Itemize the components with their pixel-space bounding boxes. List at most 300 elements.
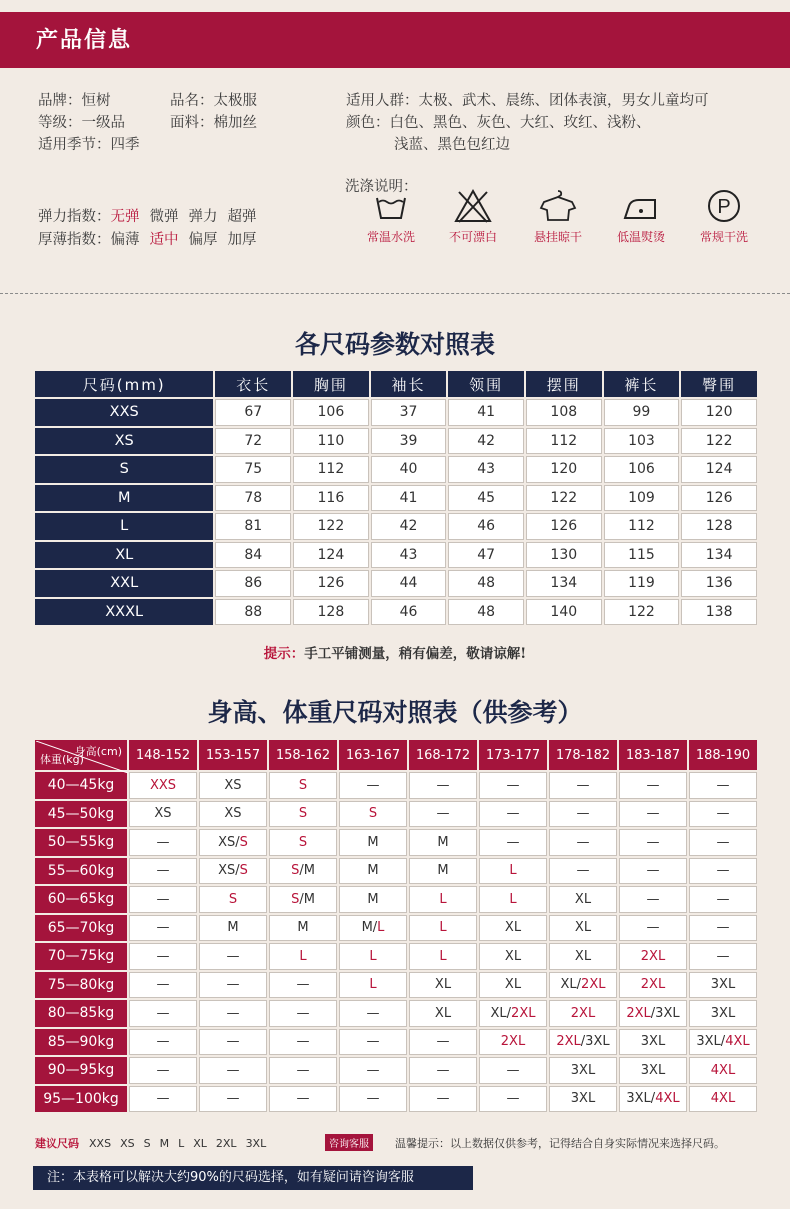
hw-cell — [339, 1086, 407, 1113]
index-option: 偏厚 — [188, 232, 218, 248]
hw-cell — [269, 858, 337, 885]
hw-cell — [619, 1000, 687, 1027]
size-cell: 45 — [448, 485, 524, 512]
height-header-cell: 153-157 — [199, 740, 267, 770]
size-header-cell: 裤长 — [604, 371, 680, 397]
hw-cell — [269, 1086, 337, 1113]
size-table — [33, 369, 759, 627]
size-suggestion: 3XL — [570, 1091, 596, 1107]
corner-height-label: 身高(cm) — [74, 745, 122, 758]
hw-cell — [479, 972, 547, 999]
size-cell: 138 — [681, 599, 757, 626]
dry-clean-p-icon — [706, 188, 742, 224]
weight-row-label: 90—95kg — [35, 1057, 127, 1084]
hw-cell — [479, 915, 547, 942]
size-suggestion: — — [506, 1091, 520, 1107]
size-row-label: XXS — [35, 399, 213, 426]
hw-cell — [199, 972, 267, 999]
legend-label: 建议尺码 — [35, 1137, 79, 1150]
size-suggestion: 2XL — [556, 1034, 581, 1050]
size-suggestion: M — [367, 863, 379, 879]
table-row — [35, 886, 757, 913]
hw-cell — [479, 1086, 547, 1113]
hw-cell — [409, 886, 477, 913]
size-suggestion: S — [291, 891, 300, 907]
hw-cell — [199, 1086, 267, 1113]
hw-cell — [129, 1000, 197, 1027]
size-cell: 115 — [604, 542, 680, 569]
hw-cell — [199, 829, 267, 856]
size-suggestion: 3XL/ — [626, 1091, 656, 1107]
height-header-cell: 183-187 — [619, 740, 687, 770]
size-header-cell: 胸围 — [293, 371, 369, 397]
size-suggestion: 4XL — [710, 1062, 736, 1078]
hw-cell — [409, 1057, 477, 1084]
hw-cell — [409, 772, 477, 799]
size-cell: 120 — [681, 399, 757, 426]
legend-size: 3XL — [245, 1137, 267, 1150]
index-option: 适中 — [149, 232, 179, 248]
size-suggestion: — — [366, 1091, 380, 1107]
care-item — [596, 188, 686, 245]
hw-cell — [269, 943, 337, 970]
hw-table-header — [35, 740, 757, 770]
size-row-label: XXL — [35, 570, 213, 597]
size-table-body — [35, 399, 757, 625]
size-suggestion: L — [377, 920, 385, 936]
elastic-label: 弹力指数： — [38, 209, 111, 225]
table-row — [35, 801, 757, 828]
height-header-cell: 148-152 — [129, 740, 197, 770]
size-suggestion: — — [646, 834, 660, 850]
size-suggestion: — — [716, 948, 730, 964]
size-header-cell: 衣长 — [215, 371, 291, 397]
size-suggestion: — — [156, 1062, 170, 1078]
size-header-cell: 摆围 — [526, 371, 602, 397]
size-suggestion: 3XL/ — [696, 1034, 726, 1050]
size-suggestion: XL — [574, 948, 592, 964]
hw-cell — [479, 829, 547, 856]
hw-cell — [689, 829, 757, 856]
size-cell: 86 — [215, 570, 291, 597]
hw-cell — [409, 915, 477, 942]
size-suggestion: L — [439, 891, 447, 907]
hw-cell — [619, 772, 687, 799]
size-cell: 103 — [604, 428, 680, 455]
size-header-cell: 臀围 — [681, 371, 757, 397]
size-suggestion: M — [297, 920, 309, 936]
size-row-label: S — [35, 456, 213, 483]
hw-cell — [339, 886, 407, 913]
size-cell: 128 — [293, 599, 369, 626]
size-header-cell: 尺码(mm) — [35, 371, 213, 397]
size-cell: 126 — [526, 513, 602, 540]
size-suggestion: M — [227, 920, 239, 936]
hw-cell — [409, 1086, 477, 1113]
hw-cell — [619, 972, 687, 999]
size-suggestion: — — [296, 1034, 310, 1050]
size-suggestion: XS — [224, 806, 242, 822]
hw-cell — [199, 943, 267, 970]
size-suggestion: S — [228, 891, 238, 907]
hw-cell — [479, 1029, 547, 1056]
hw-cell — [129, 801, 197, 828]
hw-cell — [549, 943, 617, 970]
size-cell: 44 — [371, 570, 447, 597]
hw-cell — [619, 943, 687, 970]
size-suggestion: S — [239, 834, 248, 850]
size-cell: 47 — [448, 542, 524, 569]
table-row — [35, 428, 757, 455]
size-cell: 106 — [293, 399, 369, 426]
weight-row-label: 70—75kg — [35, 943, 127, 970]
size-suggestion: — — [156, 863, 170, 879]
size-suggestion: 2XL — [570, 1005, 596, 1021]
size-suggestion: — — [576, 777, 590, 793]
hw-cell — [619, 1057, 687, 1084]
size-suggestion: M — [437, 863, 449, 879]
size-cell: 46 — [371, 599, 447, 626]
hw-cell — [339, 943, 407, 970]
size-suggestion: — — [156, 891, 170, 907]
size-row-label: L — [35, 513, 213, 540]
size-cell: 42 — [371, 513, 447, 540]
table-row — [35, 915, 757, 942]
hw-cell — [269, 972, 337, 999]
care-item — [513, 188, 603, 245]
size-cell: 108 — [526, 399, 602, 426]
size-header-cell: 袖长 — [371, 371, 447, 397]
hw-cell — [619, 1029, 687, 1056]
size-suggestion: XL — [504, 977, 522, 993]
care-item — [428, 188, 518, 245]
hw-cell — [549, 915, 617, 942]
size-cell: 128 — [681, 513, 757, 540]
hw-cell — [479, 801, 547, 828]
size-suggestion: — — [436, 1062, 450, 1078]
care-text: 悬挂晾干 — [533, 230, 582, 244]
weight-row-label: 75—80kg — [35, 972, 127, 999]
size-suggestion: — — [156, 1091, 170, 1107]
table-row — [35, 972, 757, 999]
size-suggestion: — — [716, 834, 730, 850]
size-suggestion: — — [226, 1005, 240, 1021]
size-suggestion: XL — [504, 920, 522, 936]
hw-cell — [479, 1057, 547, 1084]
hw-cell — [339, 972, 407, 999]
size-suggestion: — — [226, 1062, 240, 1078]
hw-cell — [199, 1000, 267, 1027]
info-group: 适用人群：太极、武术、晨练、团体表演，男女儿童均可 — [346, 93, 709, 109]
hw-cell — [549, 1057, 617, 1084]
elastic-options — [111, 209, 267, 225]
hw-cell — [269, 886, 337, 913]
size-suggestion: XL/ — [560, 977, 582, 993]
size-table-header — [35, 371, 757, 397]
size-suggestion: XS — [154, 806, 172, 822]
info-color-cont: 浅蓝、黑色包红边 — [394, 137, 510, 153]
size-cell: 122 — [604, 599, 680, 626]
size-suggestion: — — [436, 1091, 450, 1107]
hw-cell — [549, 1086, 617, 1113]
hw-table-title: 身高、体重尺码对照表（供参考） — [207, 698, 583, 727]
info-color: 颜色：白色、黑色、灰色、大红、玫红、浅粉、 — [346, 115, 651, 131]
size-suggestion: — — [506, 1062, 520, 1078]
hw-cell — [269, 1029, 337, 1056]
size-suggestion: L — [369, 977, 377, 993]
weight-row-label: 65—70kg — [35, 915, 127, 942]
hw-cell — [409, 858, 477, 885]
hw-cell — [689, 1086, 757, 1113]
hw-cell — [409, 943, 477, 970]
size-suggestion: — — [156, 834, 170, 850]
size-cell: 39 — [371, 428, 447, 455]
size-cell: 112 — [604, 513, 680, 540]
tip-prefix: 提示： — [263, 646, 305, 662]
hw-cell — [689, 801, 757, 828]
size-suggestion: XL — [574, 920, 592, 936]
size-suggestion: 2XL — [581, 977, 606, 993]
size-suggestion: — — [156, 977, 170, 993]
hw-cell — [619, 829, 687, 856]
hw-cell — [129, 972, 197, 999]
hw-cell — [689, 915, 757, 942]
hw-cell — [549, 829, 617, 856]
hw-cell — [269, 772, 337, 799]
size-cell: 48 — [448, 570, 524, 597]
size-row-label: M — [35, 485, 213, 512]
size-suggestion: — — [296, 1091, 310, 1107]
height-weight-table — [33, 738, 759, 1114]
size-suggestion: — — [716, 806, 730, 822]
size-cell: 41 — [448, 399, 524, 426]
weight-row-label: 80—85kg — [35, 1000, 127, 1027]
legend-size: 2XL — [215, 1137, 237, 1150]
hw-cell — [129, 829, 197, 856]
legend-size: XL — [193, 1137, 207, 1150]
hw-cell — [129, 858, 197, 885]
table-row — [35, 943, 757, 970]
size-suggestion: 4XL — [710, 1091, 736, 1107]
size-cell: 109 — [604, 485, 680, 512]
size-suggestion: — — [226, 1034, 240, 1050]
hw-cell — [199, 801, 267, 828]
weight-row-label: 95—100kg — [35, 1086, 127, 1113]
size-cell: 67 — [215, 399, 291, 426]
size-cell: 42 — [448, 428, 524, 455]
size-suggestion: — — [716, 920, 730, 936]
hw-cell — [689, 1029, 757, 1056]
hw-cell — [129, 1057, 197, 1084]
hw-cell — [199, 915, 267, 942]
hw-cell — [549, 886, 617, 913]
hw-cell — [409, 801, 477, 828]
hw-cell — [339, 801, 407, 828]
size-cell: 124 — [293, 542, 369, 569]
size-suggestion: — — [296, 1062, 310, 1078]
index-option: 超弹 — [227, 209, 257, 225]
size-suggestion: XL — [504, 948, 522, 964]
size-suggestion: — — [156, 1005, 170, 1021]
hw-cell — [619, 886, 687, 913]
size-cell: 112 — [293, 456, 369, 483]
hw-cell — [339, 1029, 407, 1056]
hw-cell — [689, 972, 757, 999]
size-suggestion: /3XL — [580, 1034, 610, 1050]
size-suggestion: — — [156, 1034, 170, 1050]
size-suggestion: S — [298, 834, 308, 850]
size-suggestion: 3XL — [640, 1062, 666, 1078]
size-suggestion: — — [366, 777, 380, 793]
size-suggestion: L — [509, 891, 517, 907]
weight-row-label: 85—90kg — [35, 1029, 127, 1056]
size-suggestion: XL — [434, 1005, 452, 1021]
hw-cell — [269, 829, 337, 856]
size-suggestion: S — [239, 863, 248, 879]
index-option: 偏薄 — [110, 232, 140, 248]
consult-badge[interactable]: 咨询客服 — [325, 1134, 373, 1151]
hw-cell — [339, 915, 407, 942]
weight-row-label: 60—65kg — [35, 886, 127, 913]
hw-cell — [619, 1086, 687, 1113]
table-row — [35, 542, 757, 569]
care-item — [346, 188, 436, 245]
size-suggestion: — — [646, 863, 660, 879]
thickness-index — [38, 228, 267, 249]
size-cell: 84 — [215, 542, 291, 569]
legend-size: S — [143, 1137, 151, 1150]
size-suggestion: — — [226, 1091, 240, 1107]
size-cell: 43 — [448, 456, 524, 483]
table-row — [35, 485, 757, 512]
size-suggestion: — — [436, 1034, 450, 1050]
height-header-cell: 158-162 — [269, 740, 337, 770]
hw-cell — [129, 1086, 197, 1113]
size-suggestion: 3XL — [710, 1005, 736, 1021]
size-row-label: XL — [35, 542, 213, 569]
size-cell: 140 — [526, 599, 602, 626]
weight-row-label: 40—45kg — [35, 772, 127, 799]
size-suggestion: XXS — [149, 777, 177, 793]
care-text: 常温水洗 — [366, 230, 415, 244]
size-suggestion: XL — [434, 977, 452, 993]
size-suggestion: — — [366, 1062, 380, 1078]
table-row — [35, 513, 757, 540]
size-suggestion: — — [366, 1034, 380, 1050]
size-suggestion: 2XL — [500, 1034, 526, 1050]
weight-row-label: 50—55kg — [35, 829, 127, 856]
height-header-cell: 163-167 — [339, 740, 407, 770]
legend-size: XXS — [89, 1137, 112, 1150]
size-table-title: 各尺码参数对照表 — [294, 330, 495, 359]
hw-cell — [619, 858, 687, 885]
size-cell: 134 — [526, 570, 602, 597]
size-cell: 48 — [448, 599, 524, 626]
hw-cell — [549, 772, 617, 799]
hw-cell — [129, 915, 197, 942]
size-suggestion: — — [506, 806, 520, 822]
size-suggestion: — — [716, 863, 730, 879]
info-season: 适用季节：四季 — [38, 137, 140, 153]
size-suggestion: /M — [299, 891, 315, 907]
size-suggestion: 2XL — [640, 977, 666, 993]
size-suggestion: S — [368, 806, 378, 822]
size-suggestion: — — [716, 777, 730, 793]
size-cell: 40 — [371, 456, 447, 483]
divider — [0, 293, 790, 294]
size-suggestion: 2XL — [640, 948, 666, 964]
size-cell: 99 — [604, 399, 680, 426]
hw-cell — [269, 801, 337, 828]
hw-cell — [199, 886, 267, 913]
hw-cell — [479, 772, 547, 799]
hw-cell — [479, 858, 547, 885]
size-header-cell: 领围 — [448, 371, 524, 397]
hw-cell — [129, 943, 197, 970]
hw-cell — [479, 943, 547, 970]
size-cell: 46 — [448, 513, 524, 540]
height-header-cell: 168-172 — [409, 740, 477, 770]
size-suggestion: — — [226, 977, 240, 993]
measure-tip — [0, 642, 790, 662]
size-suggestion: XS — [224, 777, 242, 793]
size-suggestion: XL/ — [490, 1005, 512, 1021]
size-cell: 122 — [681, 428, 757, 455]
hw-cell — [549, 858, 617, 885]
hw-cell — [129, 886, 197, 913]
hw-cell — [199, 772, 267, 799]
size-suggestion: S — [291, 863, 300, 879]
size-cell: 81 — [215, 513, 291, 540]
table-row — [35, 1057, 757, 1084]
no-bleach-icon — [453, 188, 493, 224]
size-suggestion: — — [296, 1005, 310, 1021]
care-text: 低温熨烫 — [616, 230, 665, 244]
table-row — [35, 599, 757, 626]
low-iron-icon — [621, 188, 661, 224]
size-suggestion: L — [439, 920, 447, 936]
wash-basin-icon — [373, 188, 409, 224]
size-suggestion: — — [576, 806, 590, 822]
weight-row-label: 55—60kg — [35, 858, 127, 885]
size-suggestion: — — [646, 891, 660, 907]
size-cell: 112 — [526, 428, 602, 455]
hw-cell — [269, 1000, 337, 1027]
size-suggestion: L — [299, 948, 307, 964]
size-suggestion: XS/ — [218, 834, 240, 850]
size-cell: 75 — [215, 456, 291, 483]
size-suggestion: XL — [574, 891, 592, 907]
info-name: 品名：太极服 — [170, 93, 257, 109]
hw-cell — [269, 915, 337, 942]
size-cell: 120 — [526, 456, 602, 483]
size-suggestion: XS/ — [218, 863, 240, 879]
size-suggestion: — — [646, 777, 660, 793]
size-cell: 116 — [293, 485, 369, 512]
height-header-cell: 178-182 — [549, 740, 617, 770]
hw-cell — [129, 772, 197, 799]
size-suggestion: 3XL — [710, 977, 736, 993]
size-suggestion: 3XL — [640, 1034, 666, 1050]
size-suggestion: 3XL — [570, 1062, 596, 1078]
size-cell: 37 — [371, 399, 447, 426]
size-suggestion: 4XL — [655, 1091, 680, 1107]
hw-cell — [129, 1029, 197, 1056]
elastic-index — [38, 205, 267, 226]
size-suggestion: 4XL — [725, 1034, 750, 1050]
table-row — [35, 456, 757, 483]
hw-cell — [199, 858, 267, 885]
